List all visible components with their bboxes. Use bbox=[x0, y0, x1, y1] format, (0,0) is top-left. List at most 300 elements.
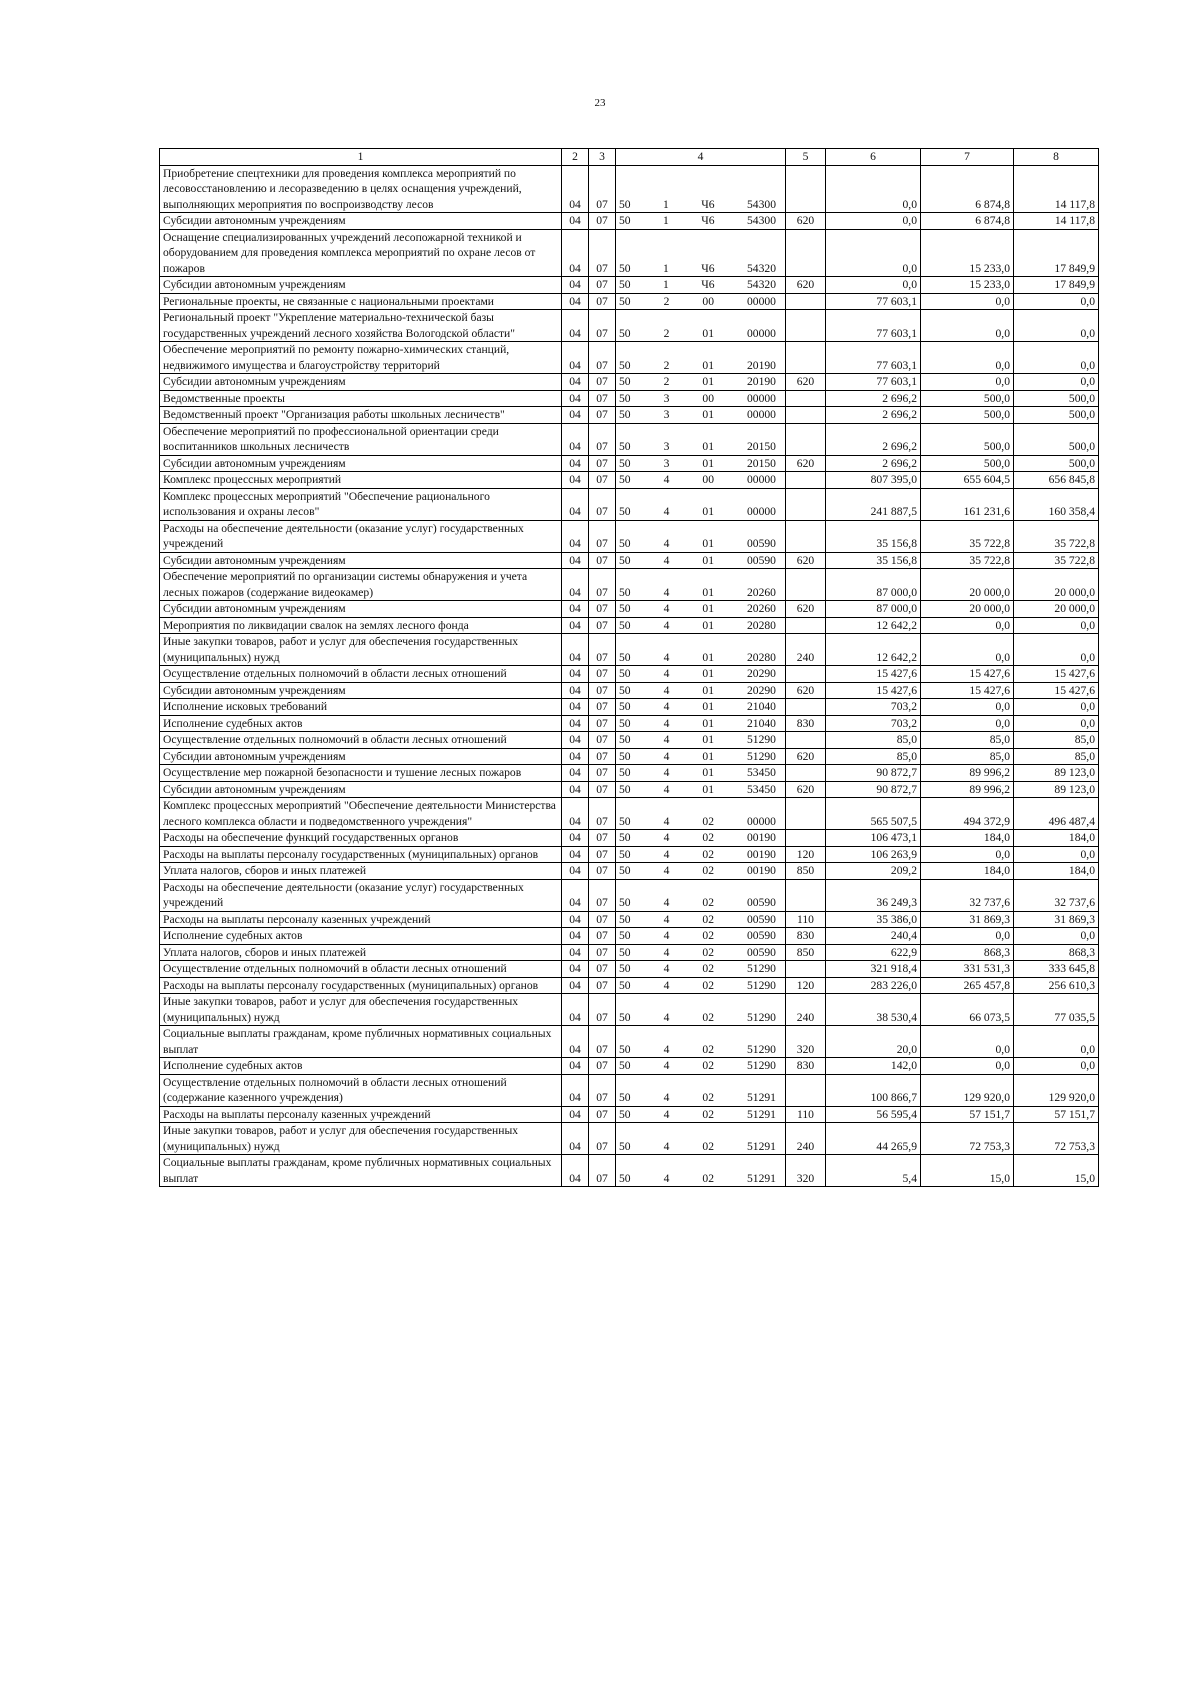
amount-col-7: 0,0 bbox=[921, 374, 1014, 391]
section-code: 04 bbox=[562, 1155, 589, 1187]
subsection-code: 07 bbox=[589, 1106, 616, 1123]
amount-col-8: 129 920,0 bbox=[1014, 1074, 1099, 1106]
amount-col-8: 17 849,9 bbox=[1014, 229, 1099, 277]
subsection-code: 07 bbox=[589, 994, 616, 1026]
table-row bbox=[160, 1058, 1099, 1075]
expense-type-code: 850 bbox=[786, 863, 826, 880]
target-article-code bbox=[616, 293, 786, 310]
target-article-code bbox=[616, 748, 786, 765]
article-code-part: 00 bbox=[702, 391, 714, 405]
section-code: 04 bbox=[562, 634, 589, 666]
article-code-part: 00000 bbox=[746, 326, 776, 340]
subsection-code: 07 bbox=[589, 846, 616, 863]
article-code-part: 51290 bbox=[746, 1042, 776, 1056]
article-code-part: 01 bbox=[702, 537, 714, 550]
target-article-code bbox=[616, 765, 786, 782]
section-code: 04 bbox=[562, 488, 589, 520]
section-code: 04 bbox=[562, 994, 589, 1026]
table-row bbox=[160, 390, 1099, 407]
table-row bbox=[160, 569, 1099, 601]
amount-col-6: 85,0 bbox=[826, 732, 921, 749]
amount-col-6: 44 265,9 bbox=[826, 1123, 921, 1155]
row-name: Иные закупки товаров, работ и услуг для обеспечения государственных (муниципальных) нужд bbox=[160, 1123, 562, 1155]
article-code-part: 50 bbox=[619, 294, 631, 308]
table-row bbox=[160, 407, 1099, 424]
subsection-code: 07 bbox=[589, 520, 616, 552]
subsection-code: 07 bbox=[589, 634, 616, 666]
amount-col-6: 77 603,1 bbox=[826, 293, 921, 310]
target-article-code bbox=[616, 229, 786, 277]
subsection-code: 07 bbox=[589, 1123, 616, 1155]
article-code-part: 01 bbox=[702, 716, 714, 730]
article-code-part: 50 bbox=[619, 1010, 631, 1024]
expense-type-code bbox=[786, 423, 826, 455]
section-code: 04 bbox=[562, 229, 589, 277]
amount-col-8: 15 427,6 bbox=[1014, 682, 1099, 699]
article-code-part: 01 bbox=[702, 683, 714, 697]
amount-col-6: 0,0 bbox=[826, 213, 921, 230]
amount-col-6: 12 642,2 bbox=[826, 634, 921, 666]
section-code: 04 bbox=[562, 846, 589, 863]
article-code-part: 02 bbox=[702, 1139, 714, 1153]
row-name: Региональный проект "Укрепление материально-технической базы государственных учреждений лесного хозяйства Вологодской области" bbox=[160, 310, 562, 342]
amount-col-8: 89 123,0 bbox=[1014, 781, 1099, 798]
target-article-code bbox=[616, 165, 786, 213]
subsection-code: 07 bbox=[589, 1074, 616, 1106]
article-code-part: 01 bbox=[702, 440, 714, 453]
amount-col-6: 5,4 bbox=[826, 1155, 921, 1187]
expense-type-code: 620 bbox=[786, 748, 826, 765]
row-name: Субсидии автономным учреждениям bbox=[160, 781, 562, 798]
row-name: Расходы на выплаты персоналу государственных (муниципальных) органов bbox=[160, 977, 562, 994]
amount-col-6: 85,0 bbox=[826, 748, 921, 765]
amount-col-7: 500,0 bbox=[921, 407, 1014, 424]
table-row bbox=[160, 213, 1099, 230]
amount-col-7: 35 722,8 bbox=[921, 520, 1014, 552]
expense-type-code bbox=[786, 229, 826, 277]
subsection-code: 07 bbox=[589, 699, 616, 716]
table-row bbox=[160, 617, 1099, 634]
article-code-part: 2 bbox=[663, 375, 670, 388]
target-article-code bbox=[616, 977, 786, 994]
article-code-part: 50 bbox=[619, 375, 631, 388]
section-code: 04 bbox=[562, 213, 589, 230]
amount-col-8: 15,0 bbox=[1014, 1155, 1099, 1187]
amount-col-7: 500,0 bbox=[921, 423, 1014, 455]
article-code-part: 01 bbox=[702, 585, 714, 599]
section-code: 04 bbox=[562, 666, 589, 683]
article-code-part: 01 bbox=[702, 782, 714, 796]
article-code-part: 20150 bbox=[746, 440, 776, 453]
amount-col-8: 496 487,4 bbox=[1014, 798, 1099, 830]
article-code-part: 20290 bbox=[746, 683, 776, 697]
article-code-part: 4 bbox=[663, 847, 670, 861]
amount-col-6: 77 603,1 bbox=[826, 342, 921, 374]
amount-col-7: 0,0 bbox=[921, 1026, 1014, 1058]
row-name: Расходы на обеспечение функций государственных органов bbox=[160, 830, 562, 847]
article-code-part: 50 bbox=[619, 456, 631, 470]
row-name: Комплекс процессных мероприятий "Обеспечение рационального использования и охраны лесов" bbox=[160, 488, 562, 520]
article-code-part: 50 bbox=[619, 1139, 631, 1153]
section-code: 04 bbox=[562, 569, 589, 601]
row-name: Расходы на выплаты персоналу казенных учреждений bbox=[160, 911, 562, 928]
expense-type-code bbox=[786, 699, 826, 716]
amount-col-7: 89 996,2 bbox=[921, 781, 1014, 798]
amount-col-7: 15 233,0 bbox=[921, 229, 1014, 277]
subsection-code: 07 bbox=[589, 390, 616, 407]
article-code-part: 4 bbox=[663, 766, 670, 779]
row-name: Социальные выплаты гражданам, кроме публичных нормативных социальных выплат bbox=[160, 1155, 562, 1187]
amount-col-7: 0,0 bbox=[921, 1058, 1014, 1075]
amount-col-8: 57 151,7 bbox=[1014, 1106, 1099, 1123]
row-name: Комплекс процессных мероприятий bbox=[160, 472, 562, 489]
target-article-code bbox=[616, 407, 786, 424]
section-code: 04 bbox=[562, 715, 589, 732]
subsection-code: 07 bbox=[589, 342, 616, 374]
row-name: Субсидии автономным учреждениям bbox=[160, 748, 562, 765]
amount-col-7: 129 920,0 bbox=[921, 1074, 1014, 1106]
amount-col-7: 57 151,7 bbox=[921, 1106, 1014, 1123]
subsection-code: 07 bbox=[589, 977, 616, 994]
article-code-part: 51291 bbox=[746, 1171, 776, 1185]
article-code-part: 4 bbox=[663, 1042, 670, 1056]
target-article-code bbox=[616, 601, 786, 618]
article-code-part: 01 bbox=[702, 667, 714, 680]
amount-col-8: 160 358,4 bbox=[1014, 488, 1099, 520]
article-code-part: 00 bbox=[702, 294, 714, 308]
section-code: 04 bbox=[562, 423, 589, 455]
amount-col-8: 85,0 bbox=[1014, 732, 1099, 749]
table-row bbox=[160, 293, 1099, 310]
article-code-part: 02 bbox=[702, 847, 714, 861]
article-code-part: 50 bbox=[619, 766, 631, 779]
section-code: 04 bbox=[562, 407, 589, 424]
table-row bbox=[160, 165, 1099, 213]
expense-type-code: 830 bbox=[786, 1058, 826, 1075]
article-code-part: 20190 bbox=[746, 358, 776, 372]
row-name: Оснащение специализированных учреждений лесопожарной техникой и оборудованием для проведения комплекса мероприятий по охране лесов от пожаров bbox=[160, 229, 562, 277]
article-code-part: 01 bbox=[702, 602, 714, 615]
section-code: 04 bbox=[562, 928, 589, 945]
article-code-part: 4 bbox=[663, 683, 670, 697]
article-code-part: 4 bbox=[663, 749, 670, 763]
amount-col-6: 20,0 bbox=[826, 1026, 921, 1058]
target-article-code bbox=[616, 488, 786, 520]
amount-col-6: 77 603,1 bbox=[826, 310, 921, 342]
article-code-part: 50 bbox=[619, 1107, 631, 1121]
amount-col-8: 0,0 bbox=[1014, 928, 1099, 945]
table-row bbox=[160, 715, 1099, 732]
expense-type-code: 830 bbox=[786, 715, 826, 732]
header-cell: 3 bbox=[589, 149, 616, 166]
expense-type-code bbox=[786, 293, 826, 310]
target-article-code bbox=[616, 863, 786, 880]
table-row bbox=[160, 977, 1099, 994]
article-code-part: Ч6 bbox=[701, 278, 715, 291]
article-code-part: 20260 bbox=[746, 602, 776, 615]
amount-col-7: 0,0 bbox=[921, 699, 1014, 716]
expense-type-code: 620 bbox=[786, 277, 826, 294]
target-article-code bbox=[616, 830, 786, 847]
article-code-part: 50 bbox=[619, 814, 631, 828]
amount-col-6: 703,2 bbox=[826, 699, 921, 716]
article-code-part: 51290 bbox=[746, 733, 776, 746]
subsection-code: 07 bbox=[589, 748, 616, 765]
row-name: Осуществление отдельных полномочий в области лесных отношений (содержание казенного учреждения) bbox=[160, 1074, 562, 1106]
amount-col-7: 655 604,5 bbox=[921, 472, 1014, 489]
amount-col-8: 500,0 bbox=[1014, 390, 1099, 407]
article-code-part: 51291 bbox=[746, 1107, 776, 1121]
amount-col-6: 90 872,7 bbox=[826, 765, 921, 782]
row-name: Приобретение спецтехники для проведения комплекса мероприятий по лесовосстановлению и лесоразведению в целях оснащения учреждений, выполняющих мероприятия по воспроизводству лесов bbox=[160, 165, 562, 213]
subsection-code: 07 bbox=[589, 310, 616, 342]
article-code-part: 3 bbox=[663, 456, 670, 470]
article-code-part: 00190 bbox=[746, 847, 776, 861]
article-code-part: 02 bbox=[702, 1010, 714, 1024]
amount-col-8: 868,3 bbox=[1014, 944, 1099, 961]
article-code-part: 00000 bbox=[746, 505, 776, 518]
section-code: 04 bbox=[562, 765, 589, 782]
amount-col-7: 72 753,3 bbox=[921, 1123, 1014, 1155]
row-name: Осуществление отдельных полномочий в области лесных отношений bbox=[160, 732, 562, 749]
article-code-part: 50 bbox=[619, 1171, 631, 1185]
amount-col-7: 89 996,2 bbox=[921, 765, 1014, 782]
table-row bbox=[160, 944, 1099, 961]
target-article-code bbox=[616, 1155, 786, 1187]
table-row bbox=[160, 879, 1099, 911]
article-code-part: 4 bbox=[663, 1171, 670, 1185]
table-row bbox=[160, 472, 1099, 489]
article-code-part: 4 bbox=[663, 814, 670, 828]
row-name: Ведомственные проекты bbox=[160, 390, 562, 407]
article-code-part: 4 bbox=[663, 716, 670, 730]
amount-col-7: 331 531,3 bbox=[921, 961, 1014, 978]
article-code-part: 50 bbox=[619, 261, 631, 275]
amount-col-7: 6 874,8 bbox=[921, 213, 1014, 230]
article-code-part: 4 bbox=[663, 978, 670, 992]
amount-col-6: 15 427,6 bbox=[826, 682, 921, 699]
article-code-part: 50 bbox=[619, 749, 631, 763]
amount-col-6: 100 866,7 bbox=[826, 1074, 921, 1106]
row-name: Осуществление мер пожарной безопасности и тушение лесных пожаров bbox=[160, 765, 562, 782]
article-code-part: 00000 bbox=[746, 473, 776, 486]
subsection-code: 07 bbox=[589, 765, 616, 782]
subsection-code: 07 bbox=[589, 682, 616, 699]
article-code-part: 02 bbox=[702, 1091, 714, 1104]
table-row bbox=[160, 520, 1099, 552]
target-article-code bbox=[616, 715, 786, 732]
amount-col-8: 0,0 bbox=[1014, 1058, 1099, 1075]
article-code-part: 02 bbox=[702, 831, 714, 844]
article-code-part: 1 bbox=[663, 197, 669, 211]
article-code-part: 00590 bbox=[746, 537, 776, 550]
subsection-code: 07 bbox=[589, 472, 616, 489]
section-code: 04 bbox=[562, 472, 589, 489]
table-row bbox=[160, 928, 1099, 945]
amount-col-8: 72 753,3 bbox=[1014, 1123, 1099, 1155]
row-name: Исполнение исковых требований bbox=[160, 699, 562, 716]
article-code-part: 2 bbox=[663, 358, 670, 372]
expense-type-code: 120 bbox=[786, 846, 826, 863]
row-name: Субсидии автономным учреждениям bbox=[160, 682, 562, 699]
subsection-code: 07 bbox=[589, 277, 616, 294]
article-code-part: 1 bbox=[663, 278, 669, 291]
article-code-part: 50 bbox=[619, 440, 631, 453]
table-row bbox=[160, 748, 1099, 765]
article-code-part: 00000 bbox=[746, 408, 776, 421]
article-code-part: 50 bbox=[619, 618, 631, 632]
amount-col-8: 14 117,8 bbox=[1014, 165, 1099, 213]
table-row bbox=[160, 846, 1099, 863]
expense-type-code bbox=[786, 617, 826, 634]
expense-type-code: 240 bbox=[786, 1123, 826, 1155]
table-row bbox=[160, 798, 1099, 830]
article-code-part: 51290 bbox=[746, 1059, 776, 1072]
target-article-code bbox=[616, 1026, 786, 1058]
article-code-part: 50 bbox=[619, 716, 631, 730]
amount-col-7: 85,0 bbox=[921, 732, 1014, 749]
amount-col-7: 31 869,3 bbox=[921, 911, 1014, 928]
row-name: Обеспечение мероприятий по организации системы обнаружения и учета лесных пожаров (содержание видеокамер) bbox=[160, 569, 562, 601]
article-code-part: 50 bbox=[619, 585, 631, 599]
amount-col-8: 184,0 bbox=[1014, 830, 1099, 847]
section-code: 04 bbox=[562, 863, 589, 880]
amount-col-6: 35 156,8 bbox=[826, 520, 921, 552]
row-name: Осуществление отдельных полномочий в области лесных отношений bbox=[160, 961, 562, 978]
article-code-part: 3 bbox=[663, 408, 670, 421]
article-code-part: 01 bbox=[702, 766, 714, 779]
article-code-part: 50 bbox=[619, 553, 631, 567]
amount-col-7: 0,0 bbox=[921, 634, 1014, 666]
row-name: Обеспечение мероприятий по профессиональной ориентации среди воспитанников школьных лесничеств bbox=[160, 423, 562, 455]
article-code-part: 1 bbox=[663, 261, 669, 275]
article-code-part: 01 bbox=[702, 505, 714, 518]
article-code-part: 00000 bbox=[746, 814, 776, 828]
expense-type-code: 320 bbox=[786, 1026, 826, 1058]
article-code-part: 4 bbox=[663, 1091, 670, 1104]
section-code: 04 bbox=[562, 390, 589, 407]
amount-col-7: 35 722,8 bbox=[921, 552, 1014, 569]
section-code: 04 bbox=[562, 682, 589, 699]
article-code-part: 20190 bbox=[746, 375, 776, 388]
row-name: Расходы на обеспечение деятельности (оказание услуг) государственных учреждений bbox=[160, 520, 562, 552]
section-code: 04 bbox=[562, 520, 589, 552]
target-article-code bbox=[616, 732, 786, 749]
expense-type-code: 240 bbox=[786, 994, 826, 1026]
expense-type-code bbox=[786, 165, 826, 213]
header-cell: 4 bbox=[616, 149, 786, 166]
amount-col-8: 85,0 bbox=[1014, 748, 1099, 765]
table-row bbox=[160, 488, 1099, 520]
amount-col-6: 90 872,7 bbox=[826, 781, 921, 798]
article-code-part: 4 bbox=[663, 667, 670, 680]
expense-type-code bbox=[786, 879, 826, 911]
subsection-code: 07 bbox=[589, 798, 616, 830]
table-row bbox=[160, 911, 1099, 928]
section-code: 04 bbox=[562, 1026, 589, 1058]
expense-type-code: 620 bbox=[786, 552, 826, 569]
article-code-part: 3 bbox=[663, 440, 670, 453]
amount-col-7: 15 233,0 bbox=[921, 277, 1014, 294]
amount-col-7: 15 427,6 bbox=[921, 666, 1014, 683]
amount-col-6: 2 696,2 bbox=[826, 455, 921, 472]
article-code-part: 4 bbox=[663, 618, 670, 632]
amount-col-6: 35 156,8 bbox=[826, 552, 921, 569]
article-code-part: 51290 bbox=[746, 978, 776, 992]
subsection-code: 07 bbox=[589, 407, 616, 424]
table-row bbox=[160, 1155, 1099, 1187]
amount-col-6: 106 263,9 bbox=[826, 846, 921, 863]
article-code-part: 00590 bbox=[746, 945, 776, 959]
article-code-part: 02 bbox=[702, 814, 714, 828]
amount-col-6: 0,0 bbox=[826, 165, 921, 213]
amount-col-8: 0,0 bbox=[1014, 715, 1099, 732]
section-code: 04 bbox=[562, 1074, 589, 1106]
amount-col-8: 0,0 bbox=[1014, 374, 1099, 391]
article-code-part: 01 bbox=[702, 553, 714, 567]
subsection-code: 07 bbox=[589, 879, 616, 911]
article-code-part: 4 bbox=[663, 1139, 670, 1153]
article-code-part: 4 bbox=[663, 650, 670, 664]
amount-col-7: 184,0 bbox=[921, 863, 1014, 880]
amount-col-8: 500,0 bbox=[1014, 407, 1099, 424]
amount-col-7: 20 000,0 bbox=[921, 601, 1014, 618]
article-code-part: 00590 bbox=[746, 912, 776, 926]
article-code-part: 20290 bbox=[746, 667, 776, 680]
target-article-code bbox=[616, 1058, 786, 1075]
article-code-part: 21040 bbox=[746, 700, 776, 713]
expense-type-code: 620 bbox=[786, 781, 826, 798]
amount-col-6: 77 603,1 bbox=[826, 374, 921, 391]
row-name: Субсидии автономным учреждениям bbox=[160, 601, 562, 618]
article-code-part: 53450 bbox=[746, 766, 776, 779]
article-code-part: 02 bbox=[702, 1107, 714, 1121]
subsection-code: 07 bbox=[589, 601, 616, 618]
subsection-code: 07 bbox=[589, 715, 616, 732]
article-code-part: 4 bbox=[663, 537, 670, 550]
amount-col-8: 77 035,5 bbox=[1014, 994, 1099, 1026]
article-code-part: 00590 bbox=[746, 553, 776, 567]
amount-col-7: 0,0 bbox=[921, 617, 1014, 634]
article-code-part: 02 bbox=[702, 978, 714, 992]
article-code-part: 4 bbox=[663, 700, 670, 713]
amount-col-6: 87 000,0 bbox=[826, 569, 921, 601]
article-code-part: 01 bbox=[702, 733, 714, 746]
expense-type-code: 110 bbox=[786, 1106, 826, 1123]
article-code-part: 50 bbox=[619, 782, 631, 796]
amount-col-8: 500,0 bbox=[1014, 423, 1099, 455]
table-row bbox=[160, 455, 1099, 472]
subsection-code: 07 bbox=[589, 666, 616, 683]
amount-col-6: 2 696,2 bbox=[826, 423, 921, 455]
amount-col-7: 15,0 bbox=[921, 1155, 1014, 1187]
table-row bbox=[160, 781, 1099, 798]
article-code-part: 50 bbox=[619, 391, 631, 405]
article-code-part: 4 bbox=[663, 553, 670, 567]
section-code: 04 bbox=[562, 552, 589, 569]
amount-col-6: 807 395,0 bbox=[826, 472, 921, 489]
target-article-code bbox=[616, 213, 786, 230]
article-code-part: 21040 bbox=[746, 716, 776, 730]
target-article-code bbox=[616, 994, 786, 1026]
article-code-part: 50 bbox=[619, 358, 631, 372]
expense-type-code bbox=[786, 520, 826, 552]
article-code-part: 4 bbox=[663, 864, 670, 877]
amount-col-6: 0,0 bbox=[826, 229, 921, 277]
amount-col-8: 656 845,8 bbox=[1014, 472, 1099, 489]
amount-col-6: 240,4 bbox=[826, 928, 921, 945]
header-cell: 2 bbox=[562, 149, 589, 166]
